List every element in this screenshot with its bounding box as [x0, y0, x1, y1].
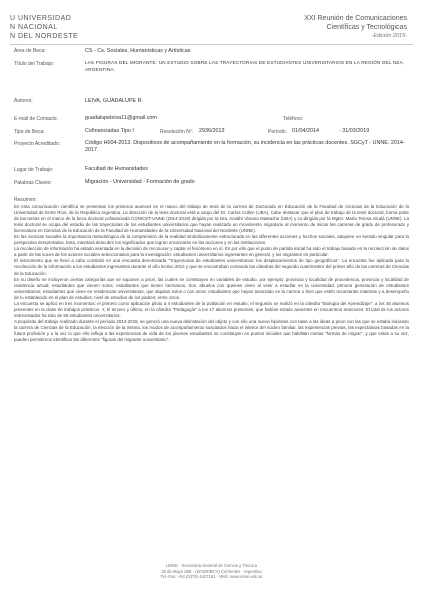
logo-line-1: UNIVERSIDAD [18, 15, 72, 22]
footer [0, 563, 423, 580]
type-value: Cofinanciadas Tipo I [85, 128, 134, 134]
keywords-value: Migración - Universidad - Formación de grado [85, 179, 195, 185]
abstract-paragraph: La recolección de información ha estado asentada en la decisión de reconocer y captar el fenómeno en sí. Es por ello que el punto de partida inicial ha sido el trabajo basado en la recolección de datos a partir de las voces de los actores sociales seleccionados para la investigación: estudiantes universitarios ingresantes en general, y los migrantes en particular. [14, 246, 409, 258]
logo-letter-1: U [10, 15, 16, 22]
area-label: Área de Beca: [14, 48, 46, 54]
type-label: Tipo de Beca: [14, 129, 45, 135]
period-to: - 31/03/2019 [339, 128, 370, 134]
email-value: guadalupeleiva11@gmail.com [85, 115, 157, 121]
abstract-label: Resumen: [14, 197, 37, 203]
authors-value: LEIVA, GUADALUPE R. [85, 98, 144, 104]
logo-line-2: NACIONAL [18, 24, 58, 31]
event-title-line-1: XXI Reunión de Comunicaciones [304, 15, 407, 22]
divider [10, 44, 413, 45]
abstract-paragraph: La encuesta se aplicó en tres momentos: el primero como aplicación piloto a 4 estudiantes de la población en estudio; el segundo se realizó en la cátedra "Biología del Aprendizaje", a los 35 alumnos presentes en la clase de trabajos prácticos. Y, el tercero y último, en la cátedra "Pedagogía" a los 17 alumnos presentes, que habían estado ausentes en encuentros anteriores. El total de los actores entrevistados ha sido de 56 estudiantes universitarios. [14, 300, 409, 318]
area-value: CS - Cs. Sociales, Humanísticas y Artísticas [85, 48, 191, 54]
place-value: Facultad de Humanidades [85, 166, 148, 172]
title-value: LAS FIGURAS DEL MIGRANTE: UN ESTUDIO SOBRE LAS TRAYECTORIAS DE ESTUDIANTES UNIVERSITARIOS EN LA REGIÓN DEL NEA, ARGENTINA. [85, 60, 405, 72]
phone-label: Teléfono: [283, 116, 304, 122]
footer-line-3: Tel.-Fax: +54 (0379) 4427181 - Web: www.unne.edu.ar [160, 574, 263, 580]
project-value: Código H004-2013. Dispositivos de acompañamiento en la formación, su incidencia en las prácticas docentes. SGCyT - UNNE. 2014-2017. [85, 140, 405, 153]
logo-line-3: DEL NORDESTE [18, 33, 79, 40]
title-label: Título del Trabajo: [14, 61, 55, 67]
footer-line-1: UNNE - Secretaría General de Ciencia y Técnica [166, 563, 257, 568]
logo-letter-2: N [10, 24, 16, 31]
abstract-paragraph: En esta comunicación científica se presentan los primeros avances en el marco del trabajo de tesis de la carrera de Doctorado en Educación de la Facultad de Ciencias de la Educación de la Universidad de Entre Ríos, de la República Argentina. La dirección de la tesis doctoral está a cargo del Dr. Carlos Cullen (UBA). Cabe destacar que el plan de trabajo de la tesis doctoral, forma parte de las tareas en el marco de la beca doctoral cofinanciada CONICET-UNNE (2014-2019) dirigida por la Dra. Amalhi Viviana Mastache (UBA) y co-dirigida por la Mgter. María Teresa Alcalá (UNNE). La tesis doctoral se ocupa del estudio de las trayectorias de los estudiantes universitarios que hayan realizado un movimiento migratorio al momento de iniciar las carreras de grado de profesorado y licenciatura en Ciencias de la Educación de la Facultad de Humanidades de la Universidad Nacional del Nordeste (UNNE). [14, 204, 409, 234]
university-logo [10, 14, 78, 41]
event-header [304, 14, 407, 41]
abstract-paragraph: A propósito del trabajo realizado durante el período 2014-2015, se generó una nueva delimitación del objeto y con ello una nueva hipótesis con base a las ideas a priori con las que se estaba iniciando la carrera de Ciencias de la Educación, la elección de la misma, los modos de acompañamiento suscitados hacia el interior del núcleo familiar, las experiencias previas, las expectativas basadas en la futura profesión y a la vez lo que ello refleja a las experiencias de vida de los jóvenes estudiantes se constituyen en puntos iniciales que habilitan ciertas "formas de migrar", y que estas a su vez, pueden permitirnos identificar las diferentes "figuras del migrante universitario". [14, 318, 409, 343]
abstract-body [14, 204, 409, 343]
event-edition: -Edición 2015- [371, 33, 407, 39]
abstract-paragraph: El instrumento que se llevó a cabo consistió en una encuesta denominada "Trayectorias de estudiantes universitarios: los desplazamientos de tipo geográficos". La encuesta fue aplicada para la recolección de la información a los estudiantes ingresantes durante el año lectivo 2014 y que se encontraban cursando las cátedras del segundo cuatrimestre del primer año de las carreras de Ciencias de la Educación. [14, 258, 409, 276]
email-label: E-mail de Contacto: [14, 116, 58, 122]
event-title-line-2: Científicas y Tecnológicas [326, 24, 407, 31]
place-label: Lugar de Trabajo: [14, 167, 54, 173]
resolution-label: Resolución Nº: [160, 129, 193, 135]
keywords-label: Palabras Claves: [14, 180, 52, 186]
footer-line-2: 25 de Mayo 868 - (W3400BCV) Corrientes - Argentina [161, 568, 262, 574]
project-label: Proyecto Acreditado: [14, 141, 61, 147]
period-from: 01/04/2014 [292, 128, 319, 134]
authors-label: Autores: [14, 98, 33, 104]
abstract-paragraph: En su diseño se incluyeron ciertas categorías que se suponen a priori, las cuales se constituyen en variables de estudio, por ejemplo: provincia y localidad de procedencia, provincia y localidad de residencia actual; estudiantes que vienen solos; estudiantes que tienen hermanos, tíos, abuelos con quienes viven al venir a estudiar en la universidad, primera generación de estudiantes universitarios; estudiantes que viven en residencias universitarias, que alquilan solos o con otros; estudiantes que hayan avanzado en la carrera o bien que estén recursando materias y a desempeño de lo establecido en el plan de estudios; nivel de estudios de los padres; entre otros. [14, 276, 409, 300]
abstract-paragraph: En las ciencias sociales la importancia metodológica de la comprensión de la realidad simbólicamente estructurada en las diferentes acciones y hechos sociales, adquiere un sentido singular para la perspectiva interpretativa. Esta, intentará descubrir los significados que logran encarnarse en las acciones y en las instituciones. [14, 234, 409, 246]
period-label: Período: [268, 129, 287, 135]
logo-letter-3: N [10, 33, 16, 40]
resolution-value: 2936/2013 [199, 128, 225, 134]
